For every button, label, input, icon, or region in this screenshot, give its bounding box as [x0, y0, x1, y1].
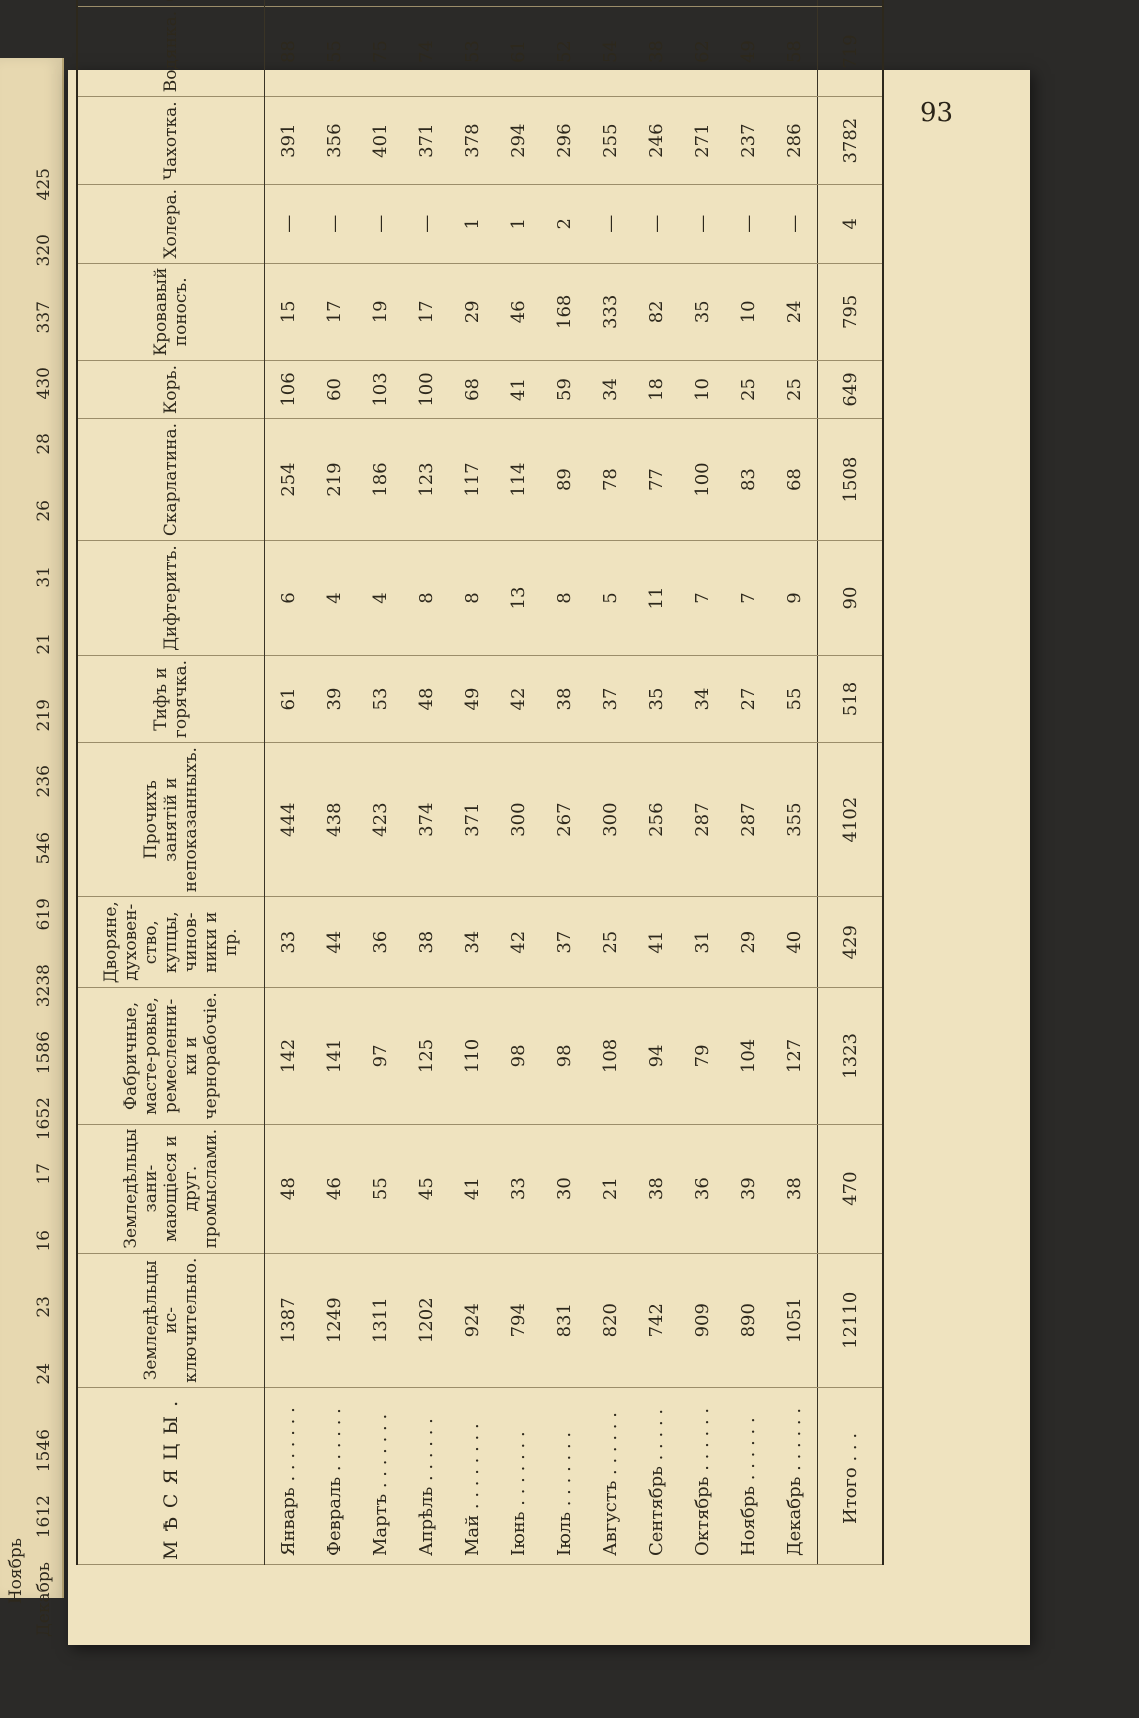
value-cell: 49	[449, 655, 495, 742]
month-cell: Августъ . . . . . .	[587, 1387, 633, 1564]
value-cell	[357, 0, 403, 6]
table-row	[771, 0, 818, 1565]
value-cell: 219	[311, 418, 357, 540]
value-cell: 300	[587, 743, 633, 897]
value-cell: 42	[495, 897, 541, 988]
value-cell	[449, 0, 495, 6]
value-cell: 33	[495, 1124, 541, 1253]
total-value-cell: 4	[818, 184, 884, 263]
table-row	[403, 0, 449, 1565]
page-number: 93	[920, 98, 954, 128]
value-cell: 13	[495, 541, 541, 656]
value-cell: 68	[449, 361, 495, 419]
value-cell: 78	[587, 418, 633, 540]
total-label: Итого . . .	[818, 1387, 884, 1564]
value-cell: 1387	[265, 1253, 312, 1387]
value-cell: 8	[541, 541, 587, 656]
value-cell: 40	[771, 897, 818, 988]
month-cell: Январь . . . . . . .	[265, 1387, 312, 1564]
value-cell: 75	[357, 6, 403, 96]
value-cell: 100	[679, 418, 725, 540]
value-cell: 98	[541, 988, 587, 1124]
value-cell: 30	[541, 1124, 587, 1253]
value-cell: 98	[495, 988, 541, 1124]
left-page-value: 24	[34, 1362, 54, 1385]
left-page-value: 23	[34, 1296, 54, 1318]
value-cell: 125	[403, 988, 449, 1124]
value-cell: 38	[633, 6, 679, 96]
value-cell: 106	[265, 361, 312, 419]
value-cell: 25	[725, 361, 771, 419]
value-cell: 41	[449, 1124, 495, 1253]
left-page-value: 1612	[34, 1495, 54, 1539]
value-cell: —	[265, 184, 312, 263]
month-cell: Мартъ . . . . . . .	[357, 1387, 403, 1564]
total-value-cell	[818, 0, 884, 6]
value-cell: 256	[633, 743, 679, 897]
value-cell: 15	[265, 263, 312, 360]
table-row	[265, 0, 312, 1565]
value-cell: 444	[265, 743, 312, 897]
value-cell: 294	[495, 97, 541, 185]
value-cell: 8	[449, 541, 495, 656]
total-value-cell: 1508	[818, 418, 884, 540]
value-cell: 35	[679, 263, 725, 360]
total-value-cell: 795	[818, 263, 884, 360]
column-header: Чахотка.	[77, 97, 265, 185]
left-page-value: 1652	[34, 1097, 54, 1141]
value-cell: 287	[679, 743, 725, 897]
value-cell	[265, 0, 312, 6]
value-cell: 123	[403, 418, 449, 540]
value-cell: 371	[449, 743, 495, 897]
left-page-value: 28	[34, 433, 54, 456]
left-page-value: 337	[34, 300, 54, 334]
table-row	[587, 0, 633, 1565]
value-cell	[587, 0, 633, 6]
value-cell: —	[311, 184, 357, 263]
value-cell: 356	[311, 97, 357, 185]
value-cell: 34	[587, 361, 633, 419]
value-cell: 7	[679, 541, 725, 656]
value-cell: 41	[495, 361, 541, 419]
value-cell: 34	[449, 897, 495, 988]
left-page-value: 21	[34, 632, 54, 655]
table-row	[679, 0, 725, 1565]
value-cell: 45	[403, 1124, 449, 1253]
table-row	[725, 0, 771, 1565]
value-cell	[679, 0, 725, 6]
value-cell: 255	[587, 97, 633, 185]
value-cell: 89	[541, 418, 587, 540]
value-cell: 168	[541, 263, 587, 360]
book-page	[68, 10, 1030, 1645]
value-cell: 39	[311, 655, 357, 742]
value-cell: —	[725, 184, 771, 263]
value-cell: 108	[587, 988, 633, 1124]
value-cell: 10	[679, 361, 725, 419]
value-cell: 83	[725, 418, 771, 540]
left-page-value: Ноябрь	[6, 1538, 26, 1605]
value-cell: 38	[403, 897, 449, 988]
value-cell	[725, 0, 771, 6]
value-cell: 391	[265, 97, 312, 185]
value-cell: 58	[771, 6, 818, 96]
value-cell: 6	[265, 541, 312, 656]
column-header: Фабричные, масте-ровые, ремесленни-ки и чернорабочіе.	[77, 988, 265, 1124]
value-cell: 62	[679, 6, 725, 96]
value-cell: 94	[633, 988, 679, 1124]
value-cell: 794	[495, 1253, 541, 1387]
value-cell: 42	[495, 655, 541, 742]
total-value-cell: 649	[818, 361, 884, 419]
value-cell: 77	[633, 418, 679, 540]
value-cell: 10	[725, 263, 771, 360]
value-cell: 46	[311, 1124, 357, 1253]
value-cell: 296	[541, 97, 587, 185]
value-cell: 9	[771, 541, 818, 656]
value-cell: 1202	[403, 1253, 449, 1387]
value-cell: 88	[265, 6, 312, 96]
value-cell: 24	[771, 263, 818, 360]
value-cell: 1051	[771, 1253, 818, 1387]
left-page-column	[2, 168, 30, 1628]
value-cell: 374	[403, 743, 449, 897]
value-cell: 1249	[311, 1253, 357, 1387]
value-cell: 61	[495, 6, 541, 96]
column-header: Дифтеритъ.	[77, 541, 265, 656]
column-header: Корь.	[77, 361, 265, 419]
column-header: Холера.	[77, 184, 265, 263]
table-body	[265, 0, 884, 1565]
value-cell: 254	[265, 418, 312, 540]
value-cell: 46	[495, 263, 541, 360]
value-cell: 287	[725, 743, 771, 897]
value-cell: 117	[449, 418, 495, 540]
table-row	[633, 0, 679, 1565]
table-row	[541, 0, 587, 1565]
total-row	[818, 0, 884, 1565]
value-cell: 60	[311, 361, 357, 419]
value-cell	[541, 0, 587, 6]
value-cell: 59	[541, 361, 587, 419]
value-cell: 142	[265, 988, 312, 1124]
total-value-cell: 719	[818, 6, 884, 96]
value-cell: 37	[587, 655, 633, 742]
value-cell: 31	[679, 897, 725, 988]
table-row	[449, 0, 495, 1565]
left-page-fragment	[2, 168, 60, 1637]
column-header: Земледѣльцы ис-ключительно.	[77, 1253, 265, 1387]
value-cell: 37	[541, 897, 587, 988]
value-cell: 55	[311, 6, 357, 96]
value-cell: 48	[265, 1124, 312, 1253]
left-page-value: 31	[34, 566, 54, 588]
month-cell: Іюль . . . . . . .	[541, 1387, 587, 1564]
months-header: МѢСЯЦЫ.	[77, 1387, 265, 1564]
value-cell: 53	[449, 6, 495, 96]
value-cell	[771, 0, 818, 6]
value-cell: —	[633, 184, 679, 263]
value-cell: 36	[357, 897, 403, 988]
value-cell: 820	[587, 1253, 633, 1387]
value-cell	[633, 0, 679, 6]
value-cell: 21	[587, 1124, 633, 1253]
value-cell: 25	[771, 361, 818, 419]
left-page-value: 16	[34, 1229, 54, 1252]
value-cell: —	[771, 184, 818, 263]
left-page-column	[30, 168, 58, 1637]
value-cell: 8	[403, 541, 449, 656]
value-cell: 300	[495, 743, 541, 897]
column-header: Прочихъ занятій и непоказанныхъ.	[77, 743, 265, 897]
value-cell: 11	[633, 541, 679, 656]
mortality-table	[76, 0, 884, 1565]
value-cell: 38	[771, 1124, 818, 1253]
value-cell: 27	[725, 655, 771, 742]
column-header: Водянка.	[77, 6, 265, 96]
total-value-cell: 429	[818, 897, 884, 988]
value-cell: 61	[265, 655, 312, 742]
total-value-cell: 1323	[818, 988, 884, 1124]
value-cell: 141	[311, 988, 357, 1124]
value-cell: 41	[633, 897, 679, 988]
value-cell	[311, 0, 357, 6]
table-row	[495, 0, 541, 1565]
value-cell: 17	[403, 263, 449, 360]
column-header: Тифъ и горячка.	[77, 655, 265, 742]
value-cell: 68	[771, 418, 818, 540]
total-value-cell: 90	[818, 541, 884, 656]
value-cell: 104	[725, 988, 771, 1124]
value-cell: 25	[587, 897, 633, 988]
left-page-edge	[0, 58, 64, 1637]
header-row	[77, 0, 265, 1565]
value-cell: 924	[449, 1253, 495, 1387]
left-page-value: 1546	[34, 1428, 54, 1473]
value-cell: 4	[357, 541, 403, 656]
value-cell: 39	[725, 1124, 771, 1253]
month-cell: Ноябрь . . . . . .	[725, 1387, 771, 1564]
value-cell: 1	[495, 184, 541, 263]
value-cell: 82	[633, 263, 679, 360]
left-page-value: 619	[34, 898, 54, 931]
month-cell: Февраль . . . . . .	[311, 1387, 357, 1564]
value-cell: 44	[311, 897, 357, 988]
value-cell: 114	[495, 418, 541, 540]
value-cell: 246	[633, 97, 679, 185]
value-cell: 97	[357, 988, 403, 1124]
value-cell: 4	[311, 541, 357, 656]
total-value-cell: 12110	[818, 1253, 884, 1387]
value-cell: 29	[449, 263, 495, 360]
left-page-value: 320	[34, 234, 54, 267]
value-cell: 103	[357, 361, 403, 419]
value-cell: 378	[449, 97, 495, 185]
value-cell: 74	[403, 6, 449, 96]
value-cell: —	[679, 184, 725, 263]
value-cell: 286	[771, 97, 818, 185]
left-page-value: 17	[34, 1163, 54, 1186]
total-value-cell: 470	[818, 1124, 884, 1253]
total-value-cell: 4102	[818, 743, 884, 897]
value-cell: 38	[633, 1124, 679, 1253]
total-value-cell: 3782	[818, 97, 884, 185]
value-cell: 55	[357, 1124, 403, 1253]
left-page-value: 425	[34, 168, 54, 201]
value-cell: 371	[403, 97, 449, 185]
value-cell: 19	[357, 263, 403, 360]
value-cell: 355	[771, 743, 818, 897]
value-cell: 423	[357, 743, 403, 897]
value-cell: 48	[403, 655, 449, 742]
value-cell: 17	[311, 263, 357, 360]
value-cell: 35	[633, 655, 679, 742]
column-header: Земледѣльцы зани-мающіеся и друг. промыслами.	[77, 1124, 265, 1253]
value-cell: —	[357, 184, 403, 263]
value-cell: 1	[449, 184, 495, 263]
value-cell: 79	[679, 988, 725, 1124]
left-page-value: 26	[34, 499, 54, 522]
value-cell: 54	[587, 6, 633, 96]
value-cell: 29	[725, 897, 771, 988]
value-cell: 52	[541, 6, 587, 96]
value-cell: 909	[679, 1253, 725, 1387]
value-cell: 49	[725, 6, 771, 96]
value-cell: 53	[357, 655, 403, 742]
value-cell: 55	[771, 655, 818, 742]
value-cell: 333	[587, 263, 633, 360]
value-cell: 890	[725, 1253, 771, 1387]
value-cell: 18	[633, 361, 679, 419]
column-header	[77, 0, 265, 6]
value-cell: 7	[725, 541, 771, 656]
column-header: Дворяне, духовен-ство, купцы, чинов-ники и пр.	[77, 897, 265, 988]
table-row	[311, 0, 357, 1565]
total-value-cell: 518	[818, 655, 884, 742]
value-cell: 401	[357, 97, 403, 185]
value-cell: —	[403, 184, 449, 263]
value-cell: 5	[587, 541, 633, 656]
rotated-table	[76, 10, 956, 1565]
value-cell: 100	[403, 361, 449, 419]
value-cell: 33	[265, 897, 312, 988]
month-cell: Іюнь . . . . . . .	[495, 1387, 541, 1564]
statistics-table-wrapper	[68, 10, 1030, 1645]
month-cell: Октябрь . . . . . .	[679, 1387, 725, 1564]
value-cell: 267	[541, 743, 587, 897]
value-cell	[495, 0, 541, 6]
column-header: Кровавый поносъ.	[77, 263, 265, 360]
table-row	[357, 0, 403, 1565]
value-cell: 742	[633, 1253, 679, 1387]
month-cell: Апрѣль . . . . . .	[403, 1387, 449, 1564]
value-cell	[403, 0, 449, 6]
left-page-value: 219	[34, 698, 54, 732]
left-page-value: 430	[34, 367, 54, 400]
left-page-value: 546	[34, 831, 54, 865]
value-cell: 271	[679, 97, 725, 185]
value-cell: 186	[357, 418, 403, 540]
value-cell: 36	[679, 1124, 725, 1253]
value-cell: 831	[541, 1253, 587, 1387]
value-cell: 438	[311, 743, 357, 897]
left-page-value: 3238	[34, 964, 54, 1008]
left-page-value: 1586	[34, 1030, 54, 1074]
value-cell: 34	[679, 655, 725, 742]
left-page-value: Декабрь	[34, 1561, 54, 1637]
value-cell: 127	[771, 988, 818, 1124]
month-cell: Декабрь . . . . . .	[771, 1387, 818, 1564]
column-header: Скарлатина.	[77, 418, 265, 540]
value-cell: 2	[541, 184, 587, 263]
month-cell: Май . . . . . . . .	[449, 1387, 495, 1564]
value-cell: 110	[449, 988, 495, 1124]
value-cell: 1311	[357, 1253, 403, 1387]
month-cell: Сентябрь . . . . .	[633, 1387, 679, 1564]
left-page-value: 236	[34, 765, 54, 798]
value-cell: 237	[725, 97, 771, 185]
value-cell: 38	[541, 655, 587, 742]
value-cell: —	[587, 184, 633, 263]
